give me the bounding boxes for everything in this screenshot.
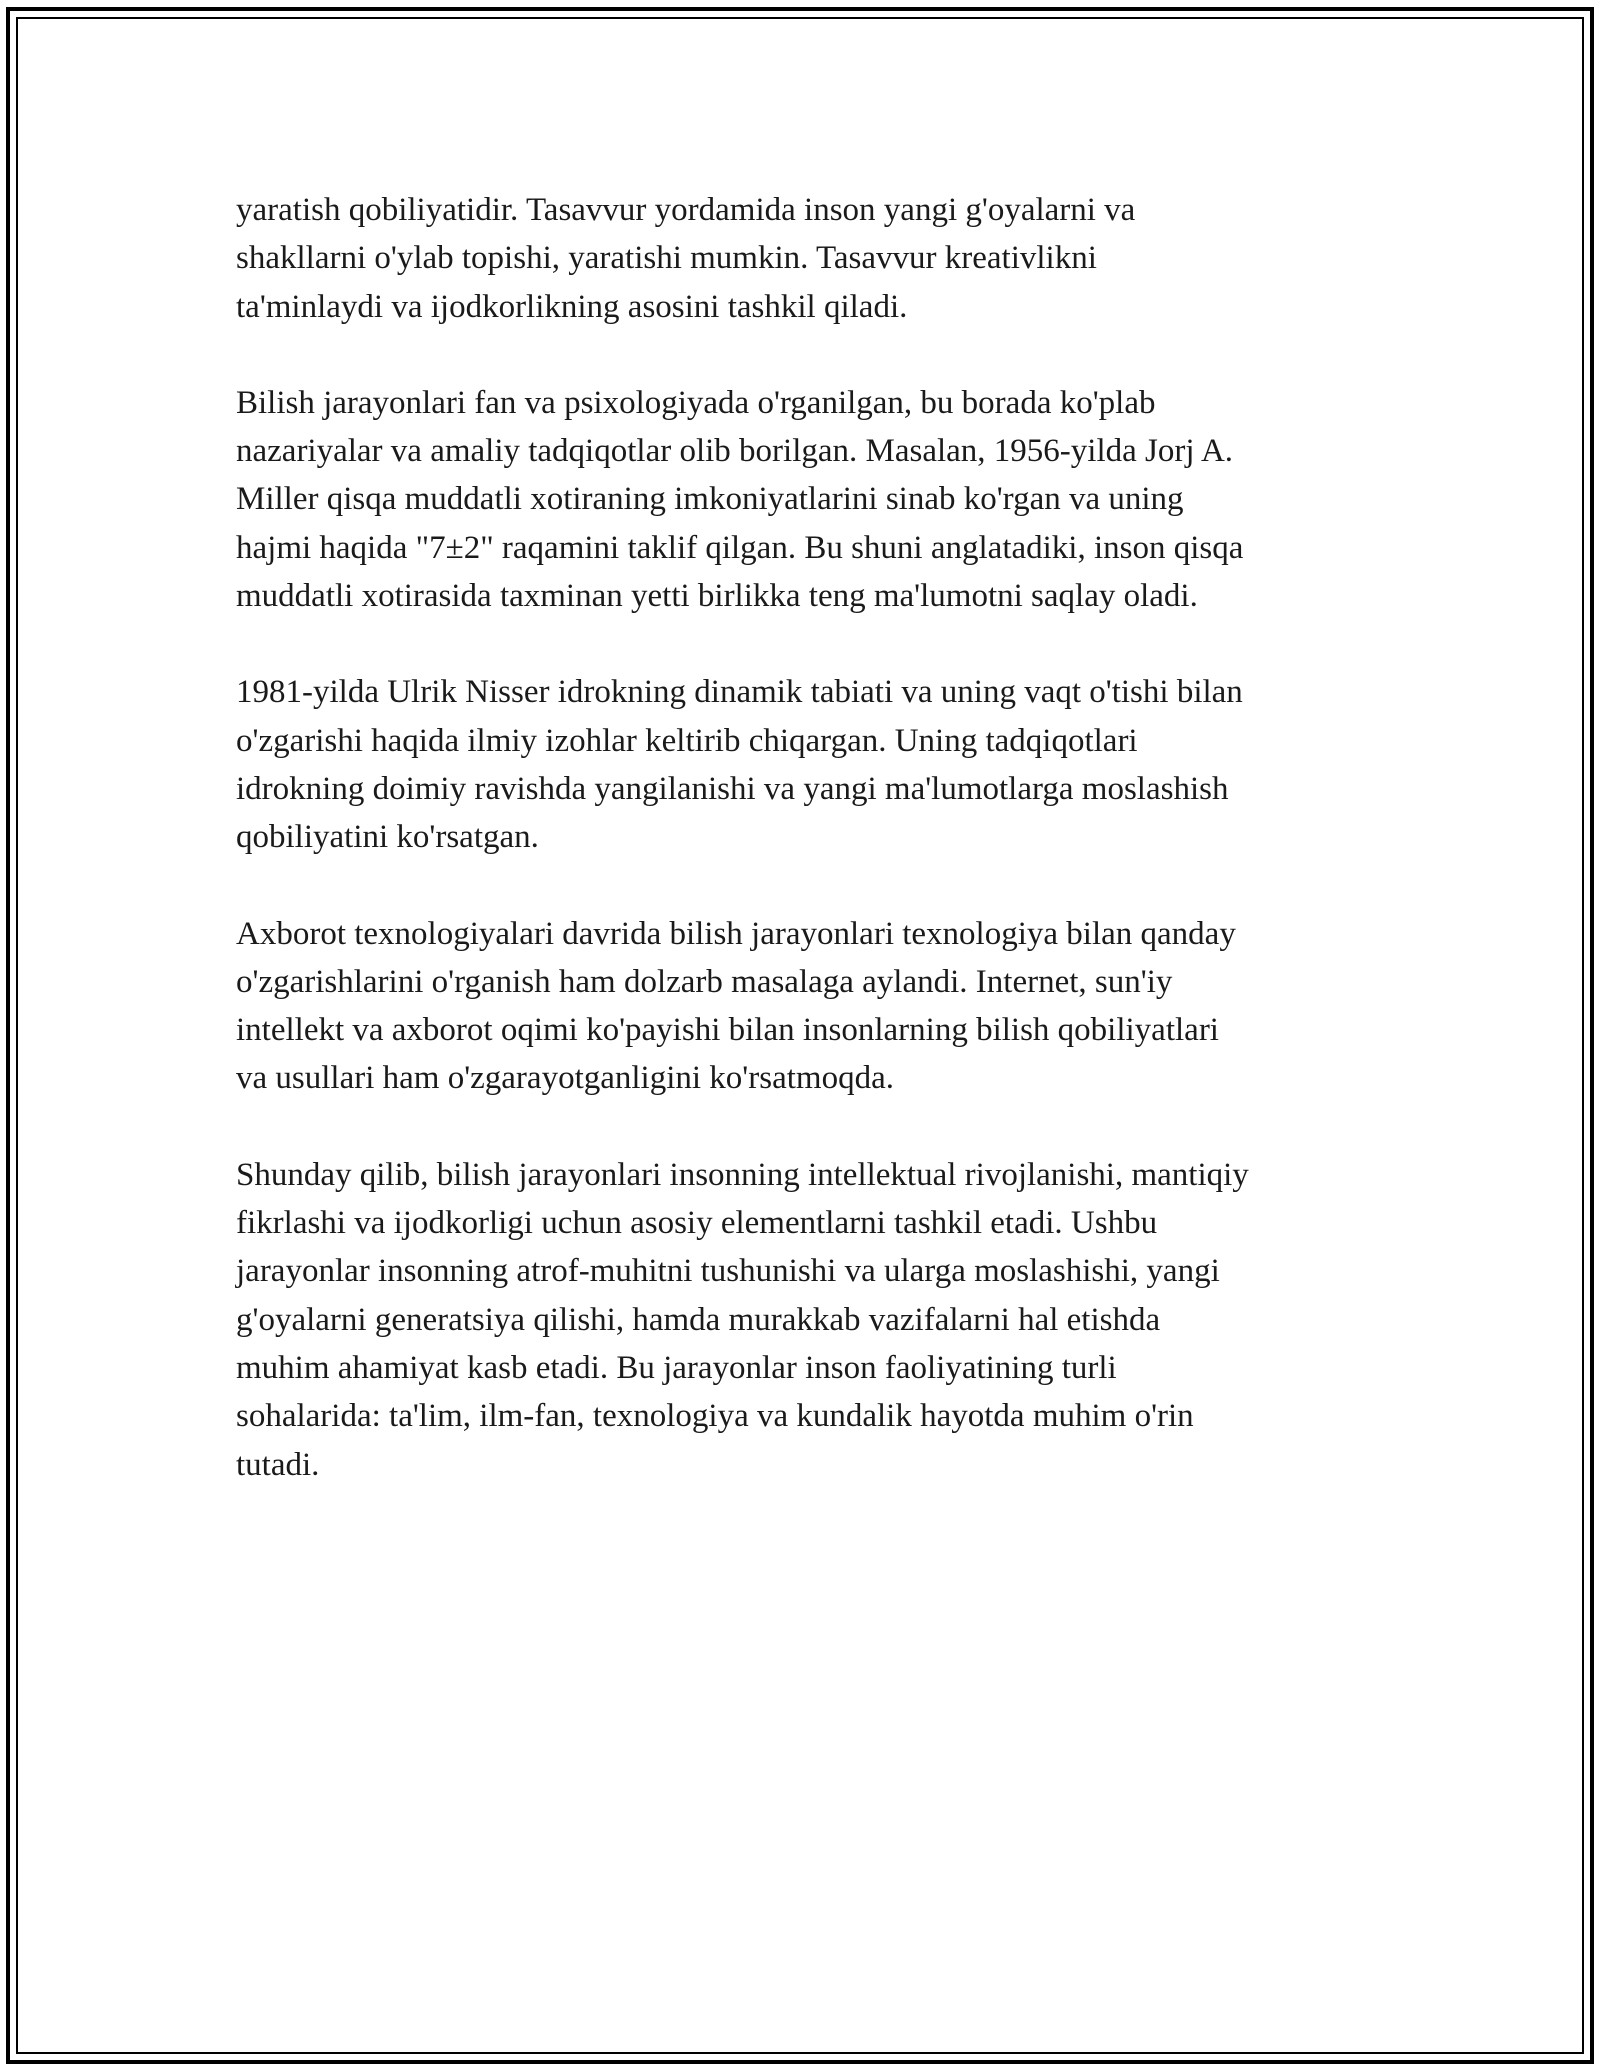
paragraph-3: 1981-yilda Ulrik Nisser idrokning dinamik tabiati va uning vaqt o'tishi bilan o'zgarishi haqida ilmiy izohlar keltirib chiqargan. Uning tadqiqotlari idrokning doimiy ravishda yangilanishi va yangi ma'lumotlarga moslashish qobiliyatini ko'rsatgan.	[236, 674, 1243, 856]
paragraph-1: yaratish qobiliyatidir. Tasavvur yordamida inson yangi g'oyalarni va shakllarni o'ylab topishi, yaratishi mumkin. Tasavvur kreativlikni ta'minlaydi va ijodkorlikning asosini tashkil qiladi.	[236, 192, 1136, 325]
paragraph-4: Axborot texnologiyalari davrida bilish jarayonlari texnologiya bilan qanday o'zgarishlarini o'rganish ham dolzarb masalaga aylandi. Internet, sun'iy intellekt va axborot oqimi ko'payishi bilan insonlarning bilish qobiliyatlari va usullari ham o'zgarayotganligini ko'rsatmoqda.	[236, 915, 1236, 1097]
document-body	[236, 186, 1376, 1537]
paragraph-5: Shunday qilib, bilish jarayonlari insonning intellektual rivojlanishi, mantiqiy fikrlashi va ijodkorligi uchun asosiy elementlarni tashkil etadi. Ushbu jarayonlar insonning atrof-muhitni tushunishi va ularga moslashishi, yangi g'oyalarni generatsiya qilishi, hamda murakkab vazifalarni hal etishda muhim ahamiyat kasb etadi. Bu jarayonlar inson faoliyatining turli sohalarida: ta'lim, ilm-fan, texnologiya va kundalik hayotda muhim o'rin tutadi.	[236, 1156, 1249, 1483]
paragraph-2: Bilish jarayonlari fan va psixologiyada o'rganilgan, bu borada ko'plab nazariyalar va amaliy tadqiqotlar olib borilgan. Masalan, 1956-yilda Jorj A. Miller qisqa muddatli xotiraning imkoniyatlarini sinab ko'rgan va uning hajmi haqida "7±2" raqamini taklif qilgan. Bu shuni anglatadiki, inson qisqa muddatli xotirasida taxminan yetti birlikka teng ma'lumotni saqlay oladi.	[236, 384, 1244, 615]
